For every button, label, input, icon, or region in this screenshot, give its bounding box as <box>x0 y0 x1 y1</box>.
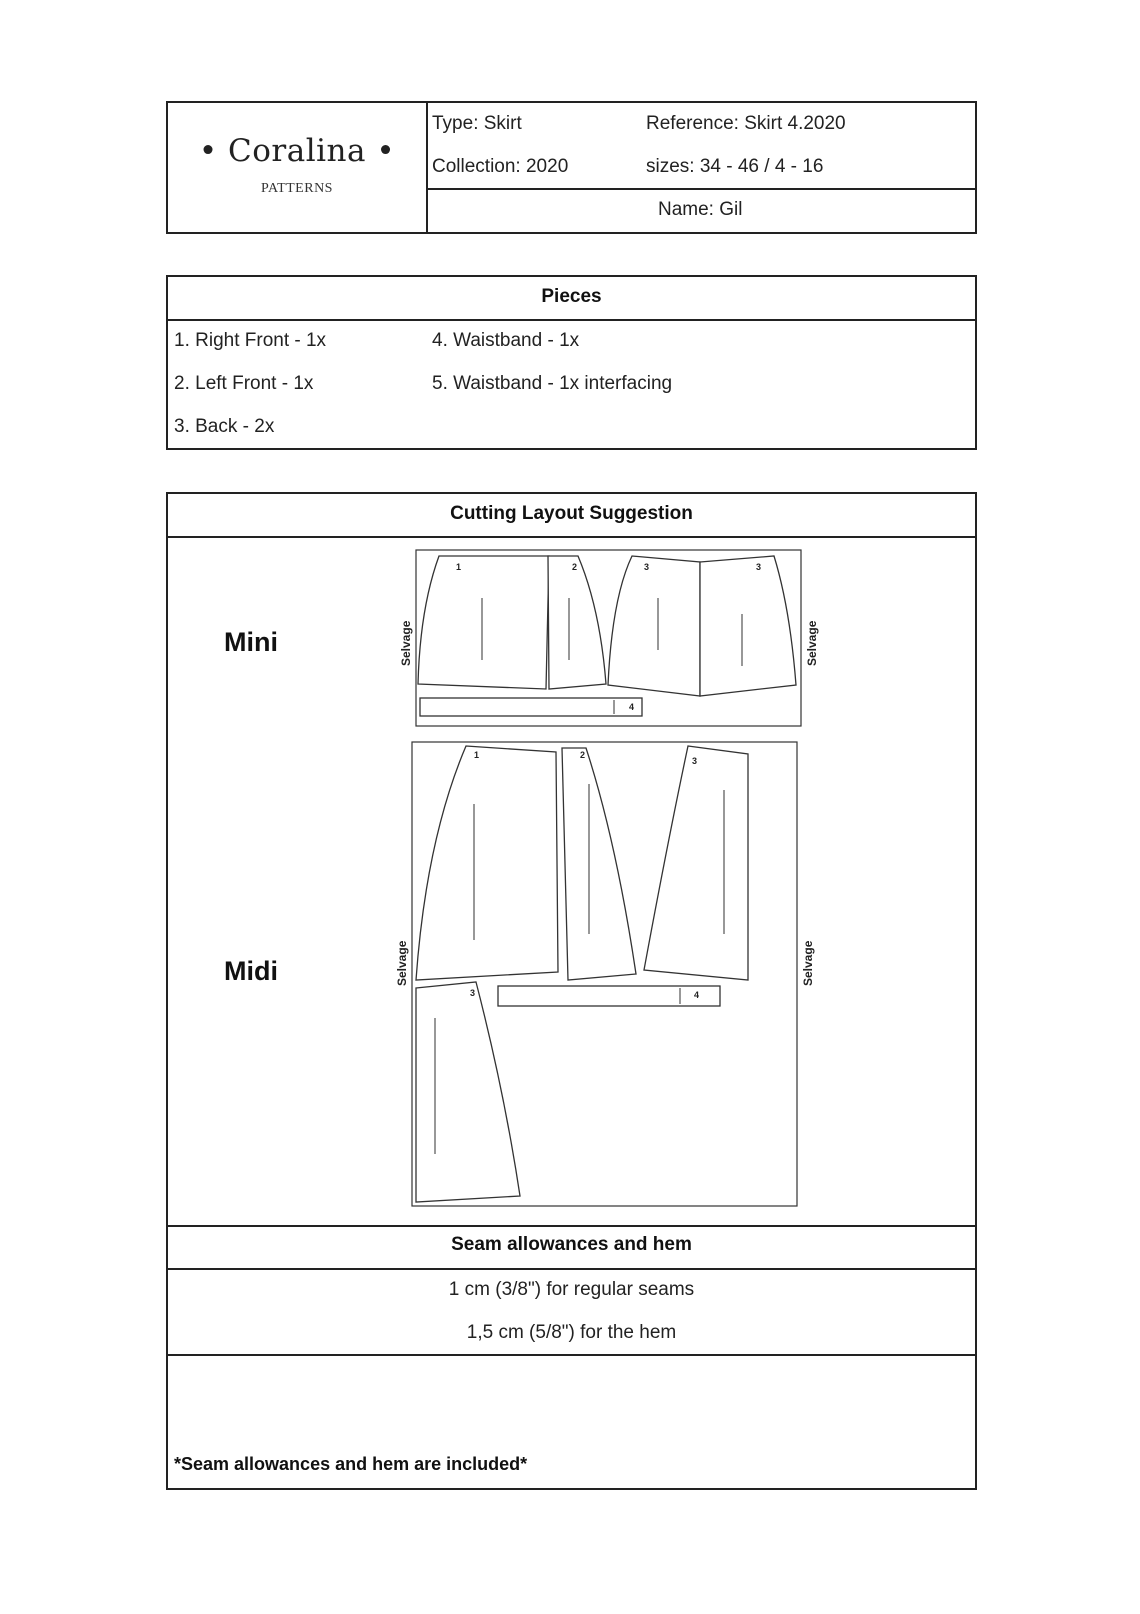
pattern-name: Name: Gil <box>658 199 743 220</box>
piece-number: 3 <box>470 988 476 998</box>
seam-allowance-regular: 1 cm (3/8") for regular seams <box>448 1279 695 1300</box>
pieces-title: Pieces <box>541 286 602 307</box>
seams-bottom-divider <box>168 1354 975 1356</box>
pattern-piece-4 <box>498 986 720 1006</box>
pattern-collection: Collection: 2020 <box>432 156 569 177</box>
pattern-reference: Reference: Skirt 4.2020 <box>646 113 846 134</box>
piece-number: 3 <box>644 562 650 572</box>
seams-title-divider <box>168 1268 975 1270</box>
piece-item: 4. Waistband - 1x <box>432 330 580 351</box>
pattern-sizes: sizes: 34 - 46 / 4 - 16 <box>646 156 824 177</box>
pattern-piece-2 <box>562 748 636 980</box>
selvage-label-right: Selvage <box>805 620 819 666</box>
piece-item: 1. Right Front - 1x <box>174 330 327 351</box>
layout-label-mini: Mini <box>224 627 278 657</box>
midi-layout-diagram <box>386 740 815 1210</box>
piece-item: 5. Waistband - 1x interfacing <box>432 373 673 394</box>
piece-item: 2. Left Front - 1x <box>174 373 314 394</box>
header-divider-horizontal <box>426 188 975 190</box>
seam-note: *Seam allowances and hem are included* <box>174 1454 528 1474</box>
cutting-title: Cutting Layout Suggestion <box>450 503 693 524</box>
seams-top-divider <box>168 1225 975 1227</box>
brand-subtitle: PATTERNS <box>261 181 333 196</box>
piece-number: 3 <box>692 756 698 766</box>
piece-number: 4 <box>629 702 635 712</box>
pieces-title-divider <box>168 319 975 321</box>
pattern-piece-1 <box>416 746 558 980</box>
pattern-header <box>166 101 977 234</box>
selvage-label-left: Selvage <box>395 940 409 986</box>
seam-allowance-hem: 1,5 cm (5/8") for the hem <box>466 1322 677 1343</box>
seams-title: Seam allowances and hem <box>451 1234 692 1255</box>
piece-number: 1 <box>474 750 480 760</box>
brand-logo: • Coralina • <box>198 133 396 169</box>
selvage-label-left: Selvage <box>399 620 413 666</box>
mini-layout-diagram <box>386 548 819 738</box>
pieces-table <box>166 275 977 450</box>
piece-number: 2 <box>572 562 578 572</box>
layout-label-midi: Midi <box>224 956 278 986</box>
pattern-piece-2 <box>548 556 606 689</box>
pattern-piece-3a <box>644 746 748 980</box>
piece-number: 3 <box>756 562 762 572</box>
pattern-piece-4 <box>420 698 642 716</box>
pattern-piece-3b <box>416 982 520 1202</box>
selvage-label-right: Selvage <box>801 940 815 986</box>
pattern-piece-3b <box>700 556 796 696</box>
cutting-title-divider <box>168 536 975 538</box>
header-divider-vertical <box>426 103 428 232</box>
piece-item: 3. Back - 2x <box>174 416 275 437</box>
pattern-type: Type: Skirt <box>432 113 522 134</box>
pattern-piece-3a <box>608 556 700 696</box>
piece-number: 2 <box>580 750 586 760</box>
piece-number: 4 <box>694 990 700 1000</box>
cutting-layout-section <box>166 492 977 1490</box>
pattern-piece-1 <box>418 556 549 689</box>
piece-number: 1 <box>456 562 462 572</box>
